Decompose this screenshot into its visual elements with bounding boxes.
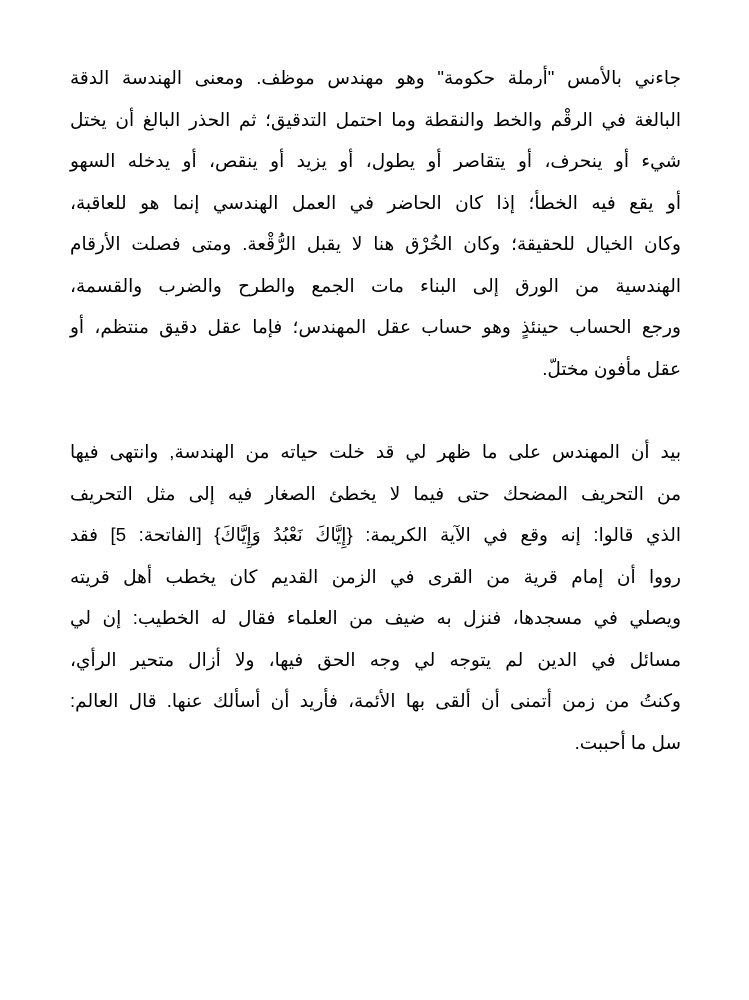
paragraph-line: ورجع الحساب حينئذٍ وهو حساب عقل المهندس؛ فإما عقل دقيق منتظم، أو — [70, 316, 681, 337]
paragraph-line: رووا أن إمام قرية من القرى في الزمن القديم كان يخطب أهل قريته — [70, 565, 681, 587]
paragraph-line: مسائل في الدين لم يتوجه لي وجه الحق فيها، ولا أزال متحير الرأي، — [70, 648, 681, 670]
paragraph-line: سل ما أحببت. — [574, 731, 681, 753]
paragraph-1 — [70, 57, 681, 389]
paragraph-line: وكنتُ من زمن أتمنى أن ألقى بها الأئمة، فأريد أن أسألك عنها. قال العالم: — [70, 690, 681, 711]
paragraph-line: من التحريف المضحك حتى فيما لا يخطئ الصغار فيه إلى مثل التحريف — [70, 482, 681, 504]
paragraph-line: الهندسية من الورق إلى البناء مات الجمع والطرح والضرب والقسمة، — [70, 274, 681, 296]
paragraph-line: البالغة في الرقْم والخط والنقطة وما احتمل التدقيق؛ ثم الحذر البالغ أن يختل — [70, 108, 681, 130]
paragraph-line: أو يقع فيه الخطأ؛ إذا كان الحاضر في العمل الهندسي إنما هو للعاقبة، — [70, 191, 681, 213]
paragraph-line: شيء أو ينحرف، أو يتقاصر أو يطول، أو يزيد أو ينقص، أو يدخله السهو — [70, 150, 681, 171]
paragraph-line: الذي قالوا: إنه وقع في الآية الكريمة: {إِيَّاكَ نَعْبُدُ وَإِيَّاكَ} [الفاتحة: 5] فقد — [70, 524, 681, 545]
paragraph-line: وكان الخيال للحقيقة؛ وكان الخُرْق هنا لا يقبل الرُّقْعة. ومتى فصلت الأرقام — [70, 233, 681, 254]
paragraph-line: عقل مأفون مختلّ. — [542, 357, 681, 379]
paragraph-line: بيد أن المهندس على ما ظهر لي قد خلت حياته من الهندسة, وانتهى فيها — [70, 441, 681, 462]
paragraph-line: ويصلي في مسجدها، فنزل به ضيف من العلماء فقال له الخطيب: إن لي — [70, 607, 681, 628]
paragraph-line: جاءني بالأمس "أرملة حكومة" وهو مهندس موظف. ومعنى الهندسة الدقة — [70, 67, 681, 88]
paragraph-2 — [70, 431, 681, 763]
